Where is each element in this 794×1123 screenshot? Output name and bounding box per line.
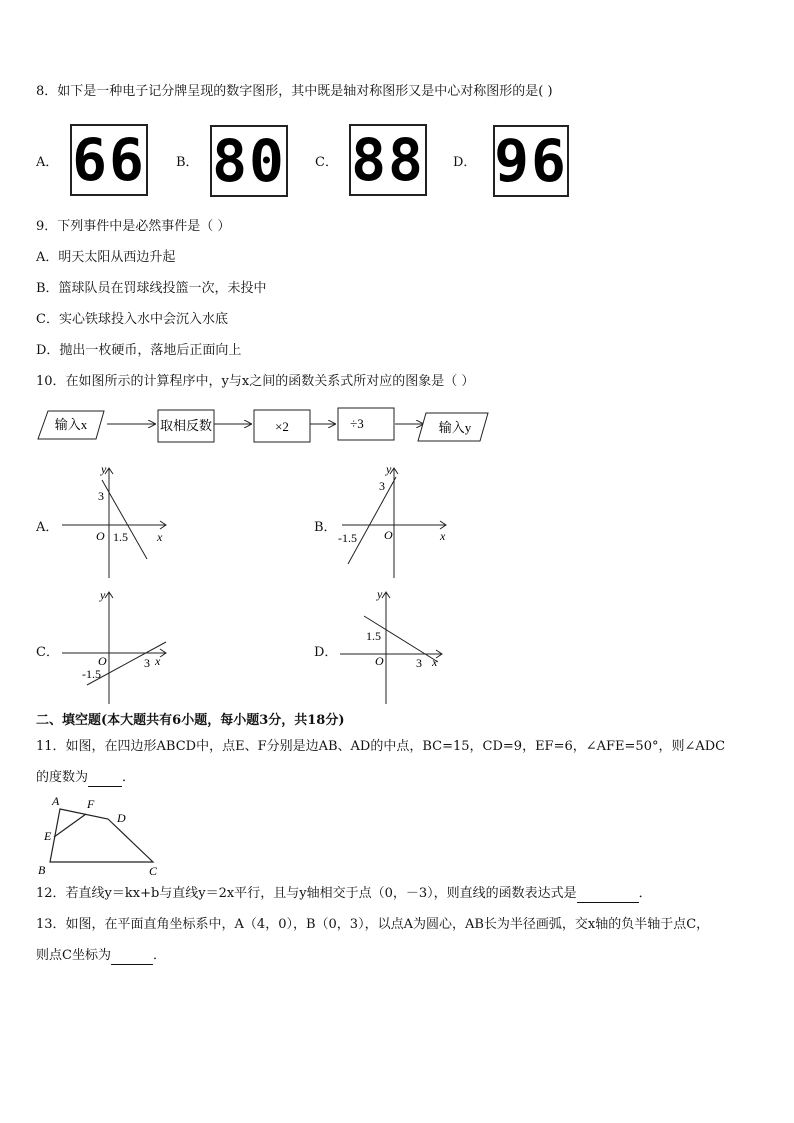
graph-c-y-label: y xyxy=(100,588,106,602)
graph-d-y-label: y xyxy=(377,587,383,601)
q11-line2-prefix: 的度数为 xyxy=(36,770,89,785)
q11-label-c: C xyxy=(149,864,158,878)
q10-option-b-letter: B． xyxy=(314,520,337,535)
q11-line2 xyxy=(36,770,135,787)
graph-a-label-1-5: 1.5 xyxy=(113,530,128,544)
graph-b-origin: O xyxy=(384,528,393,542)
q8-option-c-letter: C． xyxy=(315,155,338,170)
q12-text-main: 12．若直线y＝kx+b与直线y＝2x平行，且与y轴相交于点（0，－3），则直线的函数表达式是 xyxy=(36,886,577,901)
q11-quadrilateral-figure xyxy=(36,792,176,882)
q12-text xyxy=(36,886,652,903)
q10-stem: 10．在如图所示的计算程序中，y与x之间的函数关系式所对应的图象是（ ） xyxy=(36,374,475,389)
q8-option-b-digits: 80 xyxy=(212,127,286,195)
q9-option-a: A．明天太阳从西边升起 xyxy=(36,250,176,265)
q13-line2 xyxy=(36,948,166,965)
q12-text-end: ． xyxy=(638,886,652,901)
q11-quadrilateral xyxy=(50,809,153,862)
q8-option-a-letter: A． xyxy=(36,155,59,170)
graph-d-label-1-5: 1.5 xyxy=(366,629,381,643)
q11-label-a: A xyxy=(52,794,60,808)
graph-a-y-label: y xyxy=(101,462,107,476)
graph-d-origin: O xyxy=(375,654,384,668)
flow-input-x-label: 输入x xyxy=(54,417,88,432)
flow-divide-label: ÷3 xyxy=(350,416,364,431)
graph-a-label-3: 3 xyxy=(98,489,104,503)
graph-b-label-neg1-5: -1.5 xyxy=(338,531,357,545)
q10-option-a-letter: A． xyxy=(36,520,59,535)
graph-d-x-label: x xyxy=(432,655,438,669)
q8-option-a-card xyxy=(70,124,148,196)
q12-answer-blank[interactable] xyxy=(577,886,639,903)
q8-option-c-card xyxy=(349,124,427,196)
q9-stem: 9．下列事件中是必然事件是（ ） xyxy=(36,219,231,234)
graph-a-x-label: x xyxy=(157,530,163,544)
q8-option-c-digits: 88 xyxy=(351,126,425,194)
q13-line2-prefix: 则点C坐标为 xyxy=(36,948,111,963)
q9-option-c: C．实心铁球投入水中会沉入水底 xyxy=(36,312,228,327)
q8-option-b-letter: B． xyxy=(176,155,199,170)
graph-a-origin: O xyxy=(96,529,105,543)
q11-label-e: E xyxy=(44,829,52,843)
q11-label-b: B xyxy=(38,863,46,877)
q8-stem: 8．如下是一种电子记分牌呈现的数字图形，其中既是轴对称图形又是中心对称图形的是( ) xyxy=(36,84,553,99)
q13-line2-suffix: ． xyxy=(152,948,166,963)
graph-b-x-label: x xyxy=(440,529,446,543)
graph-b-line xyxy=(348,477,396,564)
q10-graph-d xyxy=(330,584,460,708)
flow-divide-box xyxy=(338,408,394,440)
flow-negate-label: 取相反数 xyxy=(159,418,213,433)
q11-label-f: F xyxy=(87,797,95,811)
graph-b-y-label: y xyxy=(386,462,392,476)
q8-option-a-digits: 66 xyxy=(72,126,146,194)
q10-graph-c xyxy=(60,584,190,708)
graph-d-label-3: 3 xyxy=(416,656,422,670)
q9-option-b: B．篮球队员在罚球线投篮一次，未投中 xyxy=(36,281,267,296)
graph-b-label-3: 3 xyxy=(379,479,385,493)
q8-option-d-card xyxy=(493,125,569,197)
q10-flowchart xyxy=(0,400,794,460)
q10-graph-b xyxy=(330,460,460,584)
q8-option-d-letter: D． xyxy=(453,155,477,170)
flow-output-y-label: 输入y xyxy=(438,420,472,435)
q8-option-d-digits: 96 xyxy=(494,127,568,195)
q10-option-d-letter: D． xyxy=(314,645,338,660)
graph-c-origin: O xyxy=(98,654,107,668)
q10-graph-a xyxy=(60,460,190,584)
q11-answer-blank[interactable] xyxy=(88,770,122,787)
graph-c-x-label: x xyxy=(155,654,161,668)
q11-line2-suffix: ． xyxy=(122,770,136,785)
q8-option-b-card xyxy=(210,125,288,197)
graph-c-label-neg1-5: -1.5 xyxy=(82,667,101,681)
q11-label-d: D xyxy=(117,811,126,825)
flow-times-label: ×2 xyxy=(275,419,289,434)
q13-line1: 13．如图，在平面直角坐标系中，A（4，0），B（0，3），以点A为圆心，AB长为半径画弧，交x轴的负半轴于点C， xyxy=(36,917,710,932)
q13-answer-blank[interactable] xyxy=(111,948,153,965)
q10-option-c-letter: C． xyxy=(36,645,59,660)
q9-option-d: D．抛出一枚硬币，落地后正面向上 xyxy=(36,343,242,358)
graph-c-label-3: 3 xyxy=(144,656,150,670)
section-2-heading: 二、填空题(本大题共有6小题，每小题3分，共18分) xyxy=(36,713,345,728)
q11-line1: 11．如图，在四边形ABCD中，点E、F分别是边AB、AD的中点，BC=15，CD=9，EF=6，∠AFE=50°，则∠ADC xyxy=(36,739,726,754)
